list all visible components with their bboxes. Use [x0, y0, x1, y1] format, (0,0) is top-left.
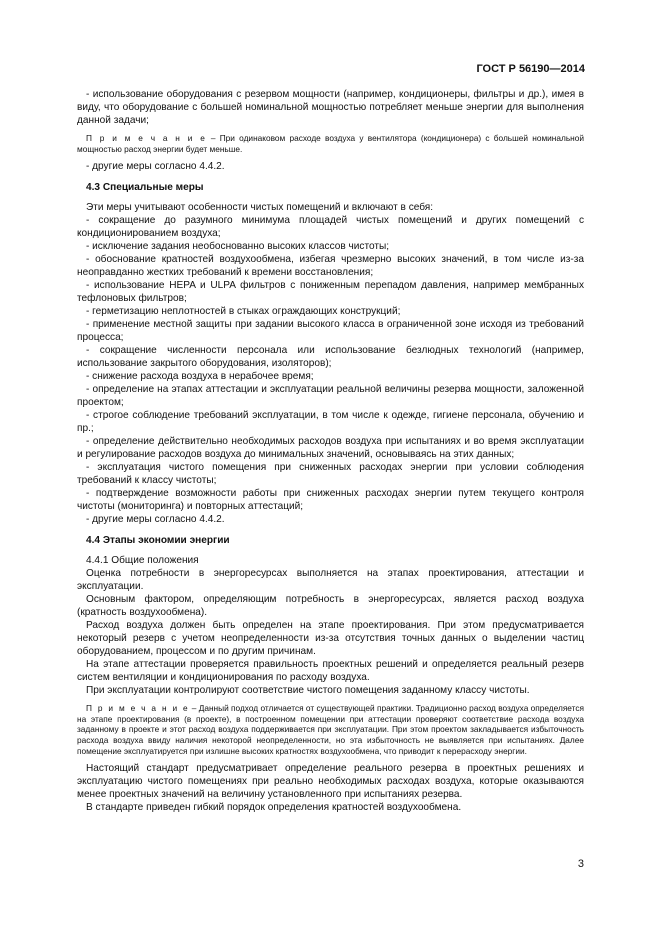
- list-item: - подтверждение возможности работы при сниженных расходах энергии путем текущего контроля чистоты (мониторинга) и повторных аттестаций;: [77, 488, 584, 513]
- paragraph: На этапе аттестации проверяется правильность проектных решений и определяется реальный резерв систем вентиляции и кондиционирования по расходу воздуха.: [77, 659, 584, 684]
- page-content: [77, 88, 584, 814]
- note-label: П р и м е ч а н и е: [86, 703, 190, 714]
- list-item: - определение действительно необходимых расходов воздуха при испытаниях и во время эксплуатации и регулирование расходов воздуха до минимальных значений, основываясь на этих данных;: [77, 436, 584, 461]
- note-text: – При одинаковом расходе воздуха у вентилятора (кондиционера) с большей номинальной мощностью расход энергии будет меньше.: [77, 133, 584, 154]
- list-item: - эксплуатация чистого помещения при сниженных расходах энергии при условии соблюдения требований к классу чистоты;: [77, 462, 584, 487]
- list-item: - применение местной защиты при задании высокого класса в ограниченной зоне исходя из требований процесса;: [77, 319, 584, 344]
- note: [77, 133, 584, 154]
- note: [77, 703, 584, 756]
- measures-list: [77, 214, 584, 526]
- list-item: - снижение расхода воздуха в нерабочее время;: [86, 371, 314, 383]
- list-item: - сокращение численности персонала или использование безлюдных технологий (например, использование закрытого оборудования, изоляторов);: [77, 345, 584, 370]
- section-heading-4-4: 4.4 Этапы экономии энергии: [86, 535, 230, 547]
- list-item: - определение на этапах аттестации и эксплуатации реальной величины резерва мощности, заложенной проектом;: [77, 384, 584, 409]
- paragraph: При эксплуатации контролируют соответствие чистого помещения заданному классу чистоты.: [86, 685, 530, 697]
- list-item: - исключение задания необоснованно высоких классов чистоты;: [86, 241, 390, 253]
- document-id-header: ГОСТ Р 56190—2014: [476, 63, 585, 75]
- subsection-heading: 4.4.1 Общие положения: [86, 555, 199, 567]
- list-item: - другие меры согласно 4.4.2.: [86, 514, 225, 526]
- paragraph: - использование оборудования с резервом мощности (например, кондиционеры, фильтры и др.), имея в виду, что оборудование с большей номинальной мощностью потребляет меньше энергии для выполнения данной задачи;: [77, 89, 584, 126]
- paragraph: В стандарте приведен гибкий порядок определения кратностей воздухообмена.: [86, 802, 462, 814]
- section-heading-4-3: 4.3 Специальные меры: [86, 182, 204, 194]
- list-item: - сокращение до разумного минимума площадей чистых помещений и других помещений с кондиционированием воздуха;: [77, 215, 584, 240]
- paragraph: - другие меры согласно 4.4.2.: [86, 161, 225, 173]
- paragraph: Расход воздуха должен быть определен на этапе проектирования. При этом предусматривается некоторый резерв с учетом неопределенности из-за отсутствия точных данных о выделении частиц оборудованием, процессом и по другим причинам.: [77, 620, 584, 658]
- list-item: - использование HEPA и ULPA фильтров с пониженным перепадом давления, например мембранных тефлоновых фильтров;: [77, 280, 584, 305]
- list-item: - обоснование кратностей воздухообмена, избегая чрезмерно высоких значений, в том числе из-за неоправданно жестких требований к времени восстановления;: [77, 254, 584, 279]
- section-intro: Эти меры учитывают особенности чистых помещений и включают в себя:: [86, 202, 434, 214]
- paragraph: Оценка потребности в энергоресурсах выполняется на этапах проектирования, аттестации и эксплуатации.: [77, 568, 584, 593]
- note-text: – Данный подход отличается от существующей практики. Традиционно расход воздуха определяется на этапе проектирования (в проекте), в построенном помещении при аттестации проверяют соответствие расхода воздуха заданному в проекте и этот расход воздуха поддерживается при эксплуатации. При этом проектом закладывается избыточность расхода воздуха ввиду наличия некоторой неопределенности, но эта избыточность не выявляется при испытаниях. Далее помещение эксплуатируется при излишне высоких кратностях воздухообмена, что приводит к перерасходу энергии.: [77, 703, 584, 756]
- paragraph: Основным фактором, определяющим потребность в энергоресурсах, является расход воздуха (кратность воздухообмена).: [77, 594, 584, 619]
- list-item: - строгое соблюдение требований эксплуатации, в том числе к одежде, гигиене персонала, обучению и пр.;: [77, 410, 584, 435]
- list-item: - герметизацию неплотностей в стыках ограждающих конструкций;: [86, 306, 401, 318]
- note-label: П р и м е ч а н и е: [86, 133, 207, 143]
- paragraph: Настоящий стандарт предусматривает определение реального резерва в проектных решениях и эксплуатацию чистого помещениях при реально необходимых расходах воздуха, которые оказываются менее проектных значений на величину установленного при испытаниях резерва.: [77, 763, 584, 801]
- page-number: 3: [577, 858, 584, 870]
